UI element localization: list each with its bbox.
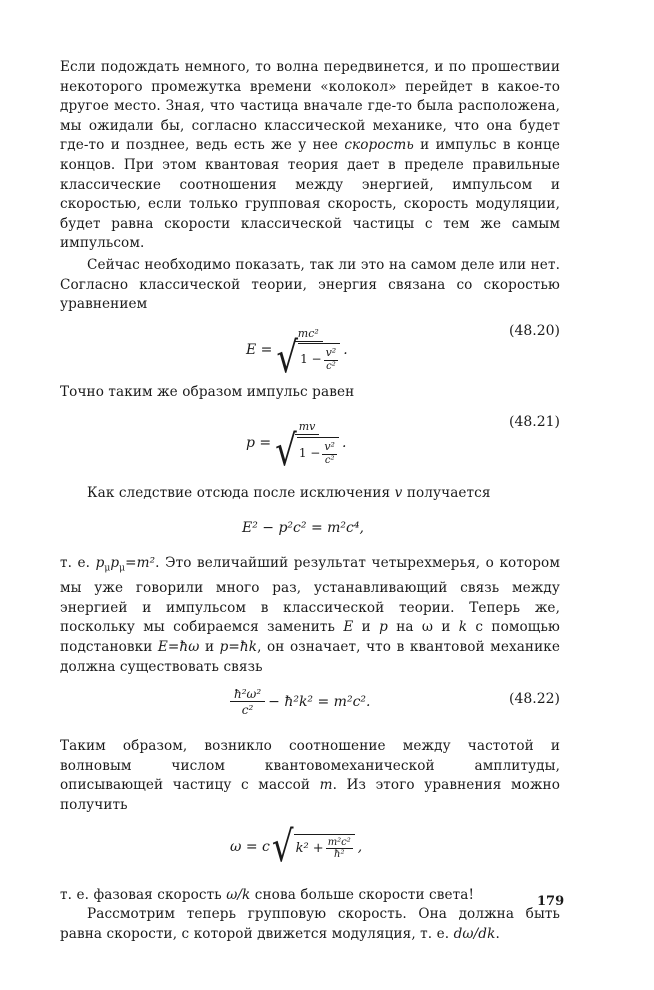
eq-omega-lhs: ω = c	[230, 838, 270, 855]
equation-label-48-22: (48.22)	[508, 691, 560, 708]
eq20-rad-one: 1 −	[300, 352, 322, 367]
paragraph-8: Рассмотрим теперь групповую скорость. Она должна быть равна скорости, с которой движется модуляция, т. е. dω/dk.	[60, 906, 560, 942]
paragraph-1: Если подождать немного, то волна передвинется, и по прошествии некоторого промежутка времени «колокол» перейдет в какое-то другое место. Зная, что частица вначале где-то была расположена, мы ожидали бы, согласно классической механике, что она будет где-то и позднее, ведь есть же у нее скорость и импульс в конце концов. При этом квантовая теория дает в пределе правильные классические соотношения между энергией, импульсом и скоростью, если только групповая скорость, скорость модуляции, будет равна скорости классической частицы с тем же самым импульсом.	[60, 59, 560, 252]
equation-48-21: p = mv √ 1 − $\frac{\text{v²}}{\text{c²}}$ . (48.21)	[246, 414, 560, 477]
page-body	[60, 58, 560, 944]
eq-relativistic-text: E² − p²c² = m²c⁴,	[242, 519, 364, 536]
equation-omega: ω = c √ k² + $\frac{\text{m²c²}}{\text{ħ²}}$ ,	[230, 821, 363, 872]
eq-omega-num: m²c²	[327, 836, 351, 848]
eq21-v2: v²	[324, 439, 335, 453]
page-number: 179	[537, 894, 565, 909]
eq21-c2: c²	[324, 454, 335, 466]
paragraph-6: Таким образом, возникло соотношение между частотой и волновым числом квантовомеханической амплитуды, описывающей частицу с массой m. Из этого уравнения можно получить	[60, 738, 560, 813]
paragraph-5: т. е. $p_\mu p_\mu=m^2$. Это величайший результат четырехмерья, о котором мы уже говорили много раз, устанавливающий связь между энергией и импульсом в классической теории. Теперь же, поскольку мы собираемся заменить E и p на ω и k с помощью подстановки E=ħω и p=ħk, он означает, что в квантовой механике должна существовать связь	[60, 554, 560, 675]
equation-label-48-20: (48.20)	[508, 322, 560, 339]
eq-omega-den: ħ²	[334, 848, 345, 860]
eq22-rest: − ħ²k² = m²c².	[268, 694, 371, 711]
equation-relativistic	[60, 504, 560, 554]
paragraph-4: Как следствие отсюда после исключения v получается	[87, 485, 491, 502]
eq21-rad-one: 1 −	[298, 445, 321, 460]
eq21-numerator: mv	[295, 420, 320, 435]
eq20-c2: c²	[326, 361, 336, 373]
paragraph-7: т. е. фазовая скорость ω/k снова больше скорости света!	[60, 886, 475, 903]
eq22-denominator: c²	[241, 703, 254, 718]
eq-omega-k2: k² +	[295, 840, 324, 856]
paragraph-3: Точно таким же образом импульс равен	[60, 383, 355, 400]
eq20-v2: v²	[325, 346, 337, 360]
equation-label-48-21: (48.21)	[508, 414, 560, 431]
equation-48-20: E = mc² √ 1 − $\frac{\text{v²}}{\text{c²}}$ . (48.20)	[246, 322, 560, 383]
eq21-lhs: p =	[246, 435, 272, 452]
equation-48-22	[60, 677, 560, 737]
eq22-numerator: ħ²ω²	[230, 687, 265, 702]
paragraph-2: Сейчас необходимо показать, так ли это на самом деле или нет. Согласно классической теории, энергия связана со скоростью уравнением	[60, 256, 560, 313]
eq20-lhs: E =	[246, 341, 273, 358]
eq20-numerator: mc²	[294, 327, 323, 342]
